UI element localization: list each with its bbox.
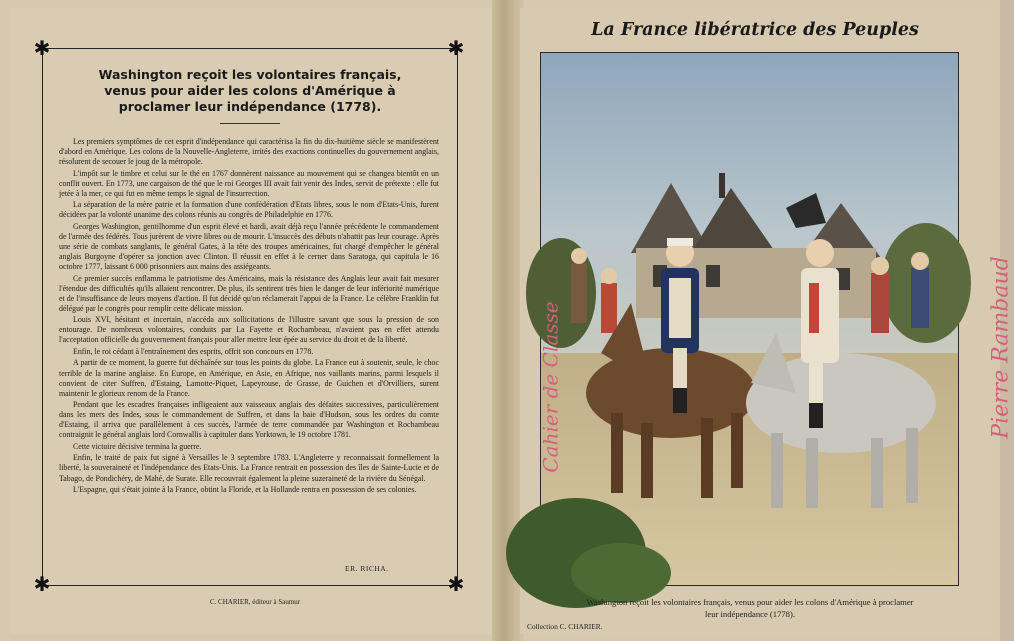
- illustration-scene: [538, 53, 958, 585]
- illustration-washington-volunteers: [540, 52, 959, 586]
- article-paragraph: Pendant que les escadres françaises infligeaient aux vaisseaux anglais des défaites successives, particulièrement dans les mers des Indes, sous le commandement de Suffren, et dans la baie d'Hudson, sous les ordres du comte d'Estaing, il arriva que parallèlement à ces succès, l'armée de terre commandée par Washington et Rochambeau contraignit le général anglais lord Cornwallis à capituler dans Yorktown, le 19 octobre 1781.: [59, 400, 439, 440]
- article-paragraph: A partir de ce moment, la guerre fut déchaînée sur tous les points du globe. La France eut à soutenir, seule, le choc terrible de la marine anglaise. En Europe, en Amérique, en Asie, en Afrique, nos vaillants marins, parmi lesquels il convient de citer Suffren, d'Estaing, Lamotte-Piquet, Lapeyrouse, de Grasse, de Guichen et d'Orvilliers, surent maintenir le glorieux renom de la France.: [59, 358, 439, 398]
- handwritten-notebook-label: Cahier de Classe: [538, 301, 563, 473]
- article-heading: Washington reçoit les volontaires français, venus pour aider les colons d'Amérique à proclamer leur indépendance (1778).: [98, 67, 402, 114]
- illustration-caption: Washington reçoit les volontaires français, venus pour aider les colons d'Amérique à proclamer leur indépendance (1778).: [586, 597, 914, 619]
- heading-divider: [220, 123, 280, 124]
- article-paragraph: Cette victoire décisive termina la guerre.: [73, 441, 202, 451]
- bush: [571, 543, 671, 603]
- collection-credit: Collection C. CHARIER.: [527, 622, 603, 631]
- publisher-line: C. CHARIER, éditeur à Saumur: [209, 598, 301, 606]
- corner-ornament-icon: ✱: [33, 572, 51, 596]
- article-paragraph: Enfin, le traité de paix fut signé à Versailles le 3 septembre 1783. L'Angleterre y reconnaissait formellement la liberté, la souveraineté et l'indépendance des Etats-Unis. La France rentrait en possession des îles de Sainte-Lucie et de Tabago, de Pondichéry, de Mahé, de Surate. Elle recouvrait également la pleine suzeraineté de la rivière du Sénégal.: [59, 453, 439, 483]
- article-paragraph: L'impôt sur le timbre et celui sur le thé en 1767 donnèrent naissance au mouvement qui se changea bientôt en un conflit ouvert. En 1773, une cargaison de thé que le roi Georges III avait fait venir des Indes, servit de prétexte : elle fut jetée à la mer, ce qui fut en même temps le signal de l'insurrection.: [59, 168, 439, 198]
- article-paragraph: Georges Washington, gentilhomme d'un esprit élevé et hardi, avait déjà reçu l'année précédente le commandement de l'armée des fédérés. Tous jurèrent de vivre libres ou de mourir. L'insuccès des débuts n'abattit pas leur courage. Après une série de combats sanglants, le général Gates, à la tête des troupes américaines, fut chargé d'empêcher le général anglais Burgoyne d'opérer sa jonction avec Clinton. Il réussit en effet à le cerner dans Saratoga, qui capitula le 16 octobre 1777, laissant 6 000 prisonniers aux mains des assiégeants.: [59, 221, 439, 272]
- article-paragraph: Ce premier succès enflamma le patriotisme des Américains, mais la résistance des Anglais leur avait fait mesurer l'étendue des difficultés qu'ils allaient rencontrer. De plus, ils sentirent très bien le danger de leur infériorité numérique et de l'insuffisance de leurs moyens d'action. Il fut décidé qu'on réclamerait l'appui de la France. Le célèbre Franklin fut délégué par le congrès pour remplir cette délicate mission.: [59, 273, 439, 313]
- cover-title: La France libératrice des Peuples: [591, 20, 919, 40]
- article-paragraph: Enfin, le roi cédant à l'entraînement des esprits, offrit son concours en 1778.: [73, 346, 314, 356]
- author-signature: ER. RICHA.: [345, 564, 389, 573]
- article-paragraph: L'Espagne, qui s'était jointe à la France, obtint la Floride, et la Hollande rentra en possession de ses colonies.: [73, 485, 417, 495]
- article-paragraph: Les premiers symptômes de cet esprit d'indépendance qui caractérisa la fin du dix-huitième siècle se manifestèrent d'abord en Amérique. Les colons de la Nouvelle-Angleterre, irrités des exactions continuelles du gouvernement anglais, résolurent de secouer le joug de la métropole.: [59, 137, 439, 167]
- article-paragraph: La séparation de la mère patrie et la formation d'une confédération d'Etats libres, sous le nom d'Etats-Unis, furent décidées par la volonté unanime des colons réunis au congrès de Philadelphie en 1776.: [59, 200, 439, 220]
- article-paragraph: Louis XVI, hésitant et incertain, n'accéda aux sollicitations de l'illustre savant que sous la pression de son entourage. De nombreux volontaires, conduits par La Fayette et Rochambeau, n'avaient pas en effet attendu l'acceptation officielle du gouvernement français pour aller mettre leur épée au service du droit et de la liberté.: [59, 315, 439, 345]
- corner-ornament-icon: ✱: [33, 36, 51, 60]
- corner-ornament-icon: ✱: [447, 36, 465, 60]
- handwritten-owner-name: Pierre Rambaud: [988, 256, 1014, 439]
- corner-ornament-icon: ✱: [447, 572, 465, 596]
- article-body: [59, 137, 439, 497]
